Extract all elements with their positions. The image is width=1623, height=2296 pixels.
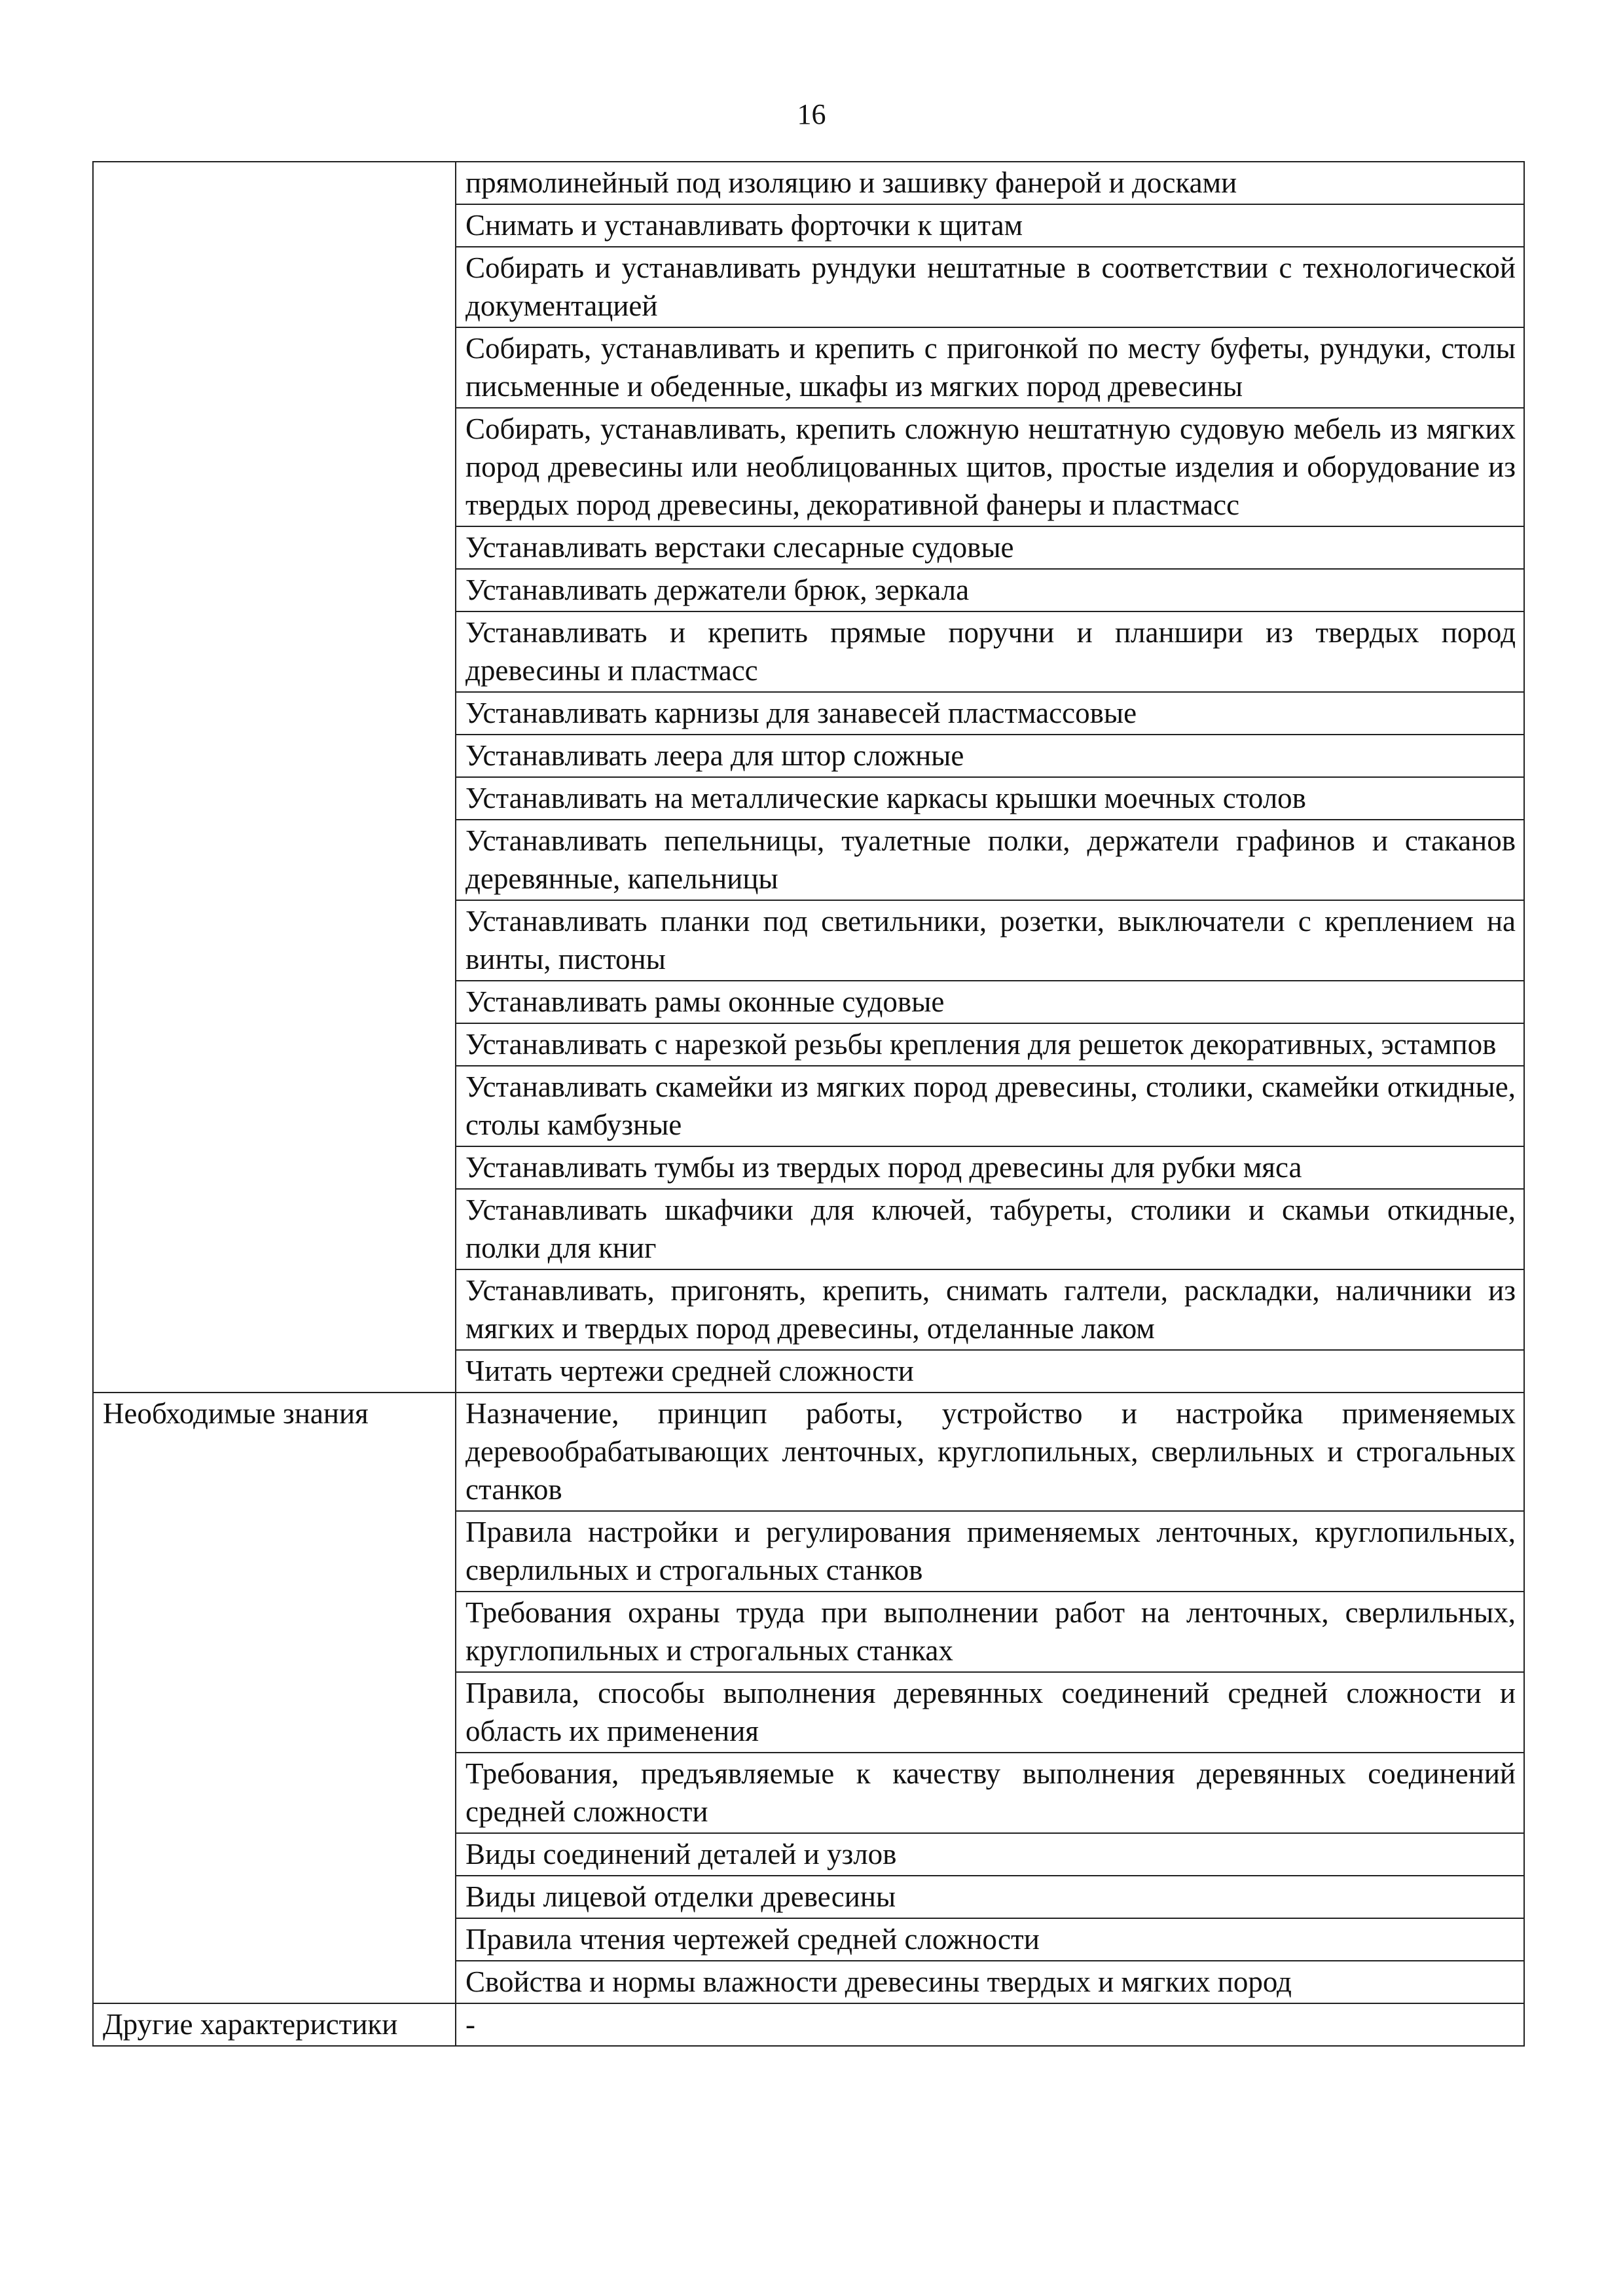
requirement-item: Устанавливать держатели брюк, зеркала — [456, 569, 1524, 611]
requirement-item: Собирать и устанавливать рундуки нештатные в соответствии с технологической документацией — [456, 247, 1524, 327]
section-label: Другие характеристики — [93, 2003, 456, 2046]
requirement-item: Требования, предъявляемые к качеству выполнения деревянных соединений средней сложности — [456, 1753, 1524, 1833]
characteristics-table — [92, 161, 1525, 2047]
requirement-item: Виды соединений деталей и узлов — [456, 1833, 1524, 1876]
requirement-item: Снимать и устанавливать форточки к щитам — [456, 204, 1524, 247]
requirement-item: Виды лицевой отделки древесины — [456, 1876, 1524, 1918]
requirement-item: Устанавливать верстаки слесарные судовые — [456, 526, 1524, 569]
requirement-item: Устанавливать, пригонять, крепить, снимать галтели, раскладки, наличники из мягких и твердых пород древесины, отделанные лаком — [456, 1269, 1524, 1350]
table-row — [93, 2003, 1524, 2046]
requirement-item: Собирать, устанавливать, крепить сложную нештатную судовую мебель из мягких пород древесины или необлицованных щитов, простые изделия и оборудование из твердых пород древесины, декоративной фанеры и пластмасс — [456, 408, 1524, 526]
requirement-item: Устанавливать рамы оконные судовые — [456, 981, 1524, 1023]
requirement-item: Читать чертежи средней сложности — [456, 1350, 1524, 1393]
requirement-item: прямолинейный под изоляцию и зашивку фанерой и досками — [456, 162, 1524, 204]
requirement-item: Правила настройки и регулирования применяемых ленточных, круглопильных, сверлильных и строгальных станков — [456, 1511, 1524, 1592]
requirement-item: Устанавливать с нарезкой резьбы крепления для решеток декоративных, эстампов — [456, 1023, 1524, 1066]
requirement-item: Устанавливать на металлические каркасы крышки моечных столов — [456, 777, 1524, 820]
section-label — [93, 162, 456, 1393]
table-body — [93, 162, 1524, 2046]
requirement-item: Устанавливать леера для штор сложные — [456, 735, 1524, 777]
section-label: Необходимые знания — [93, 1393, 456, 2003]
requirement-item: Устанавливать карнизы для занавесей пластмассовые — [456, 692, 1524, 735]
requirement-item: Назначение, принцип работы, устройство и настройка применяемых деревообрабатывающих ленточных, круглопильных, сверлильных и строгальных станков — [456, 1393, 1524, 1511]
requirement-item: Устанавливать скамейки из мягких пород древесины, столики, скамейки откидные, столы камбузные — [456, 1066, 1524, 1146]
requirement-item: Свойства и нормы влажности древесины твердых и мягких пород — [456, 1961, 1524, 2003]
table-row — [93, 1393, 1524, 1511]
requirement-item: Устанавливать планки под светильники, розетки, выключатели с креплением на винты, пистоны — [456, 900, 1524, 981]
requirement-item: Правила чтения чертежей средней сложности — [456, 1918, 1524, 1961]
requirement-item: Устанавливать пепельницы, туалетные полки, держатели графинов и стаканов деревянные, капельницы — [456, 820, 1524, 900]
requirement-item: Устанавливать шкафчики для ключей, табуреты, столики и скамьи откидные, полки для книг — [456, 1189, 1524, 1269]
page-number: 16 — [797, 98, 826, 130]
requirement-item: Правила, способы выполнения деревянных соединений средней сложности и область их применения — [456, 1672, 1524, 1753]
requirement-item: Требования охраны труда при выполнении работ на ленточных, сверлильных, круглопильных и строгальных станках — [456, 1592, 1524, 1672]
requirement-item: - — [456, 2003, 1524, 2046]
requirement-item: Собирать, устанавливать и крепить с пригонкой по месту буфеты, рундуки, столы письменные и обеденные, шкафы из мягких пород древесины — [456, 327, 1524, 408]
requirement-item: Устанавливать и крепить прямые поручни и планшири из твердых пород древесины и пластмасс — [456, 611, 1524, 692]
table-row — [93, 162, 1524, 204]
requirement-item: Устанавливать тумбы из твердых пород древесины для рубки мяса — [456, 1146, 1524, 1189]
